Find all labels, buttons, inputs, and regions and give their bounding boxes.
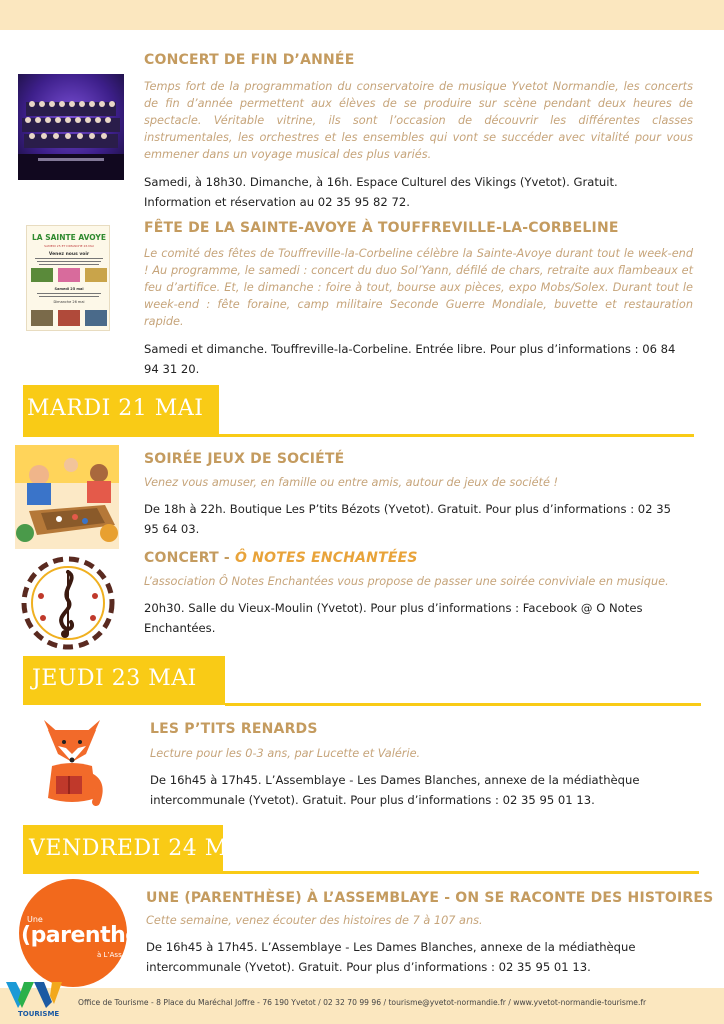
- day-header-label: MARDI 21 MAI: [27, 396, 204, 421]
- footer-contact: Office de Tourisme - 8 Place du Maréchal Joffre - 76 190 Yvetot / 02 32 70 99 96 / tourisme@yvetot-normandie.fr / www.yvetot-normandie-tourisme.fr: [78, 998, 647, 1007]
- event-title-highlight: Ô NOTES ENCHANTÉES: [235, 550, 418, 566]
- day-header-label: JEUDI 23 MAI: [32, 666, 197, 691]
- event-title: UNE (PARENTHÈSE) À L’ASSEMBLAYE - ON SE RACONTE DES HISTOIRES: [146, 890, 714, 906]
- event-title-prefix: CONCERT -: [144, 550, 235, 566]
- poster-footer: Dimanche 26 mai: [53, 300, 85, 304]
- logo-small-bottom: à L’Ass: [97, 951, 122, 959]
- event-info: De 18h à 22h. Boutique Les P’tits Bézots (Yvetot). Gratuit. Pour plus d’informations : 02 35 95 64 03.: [144, 502, 671, 536]
- event-description: Cette semaine, venez écouter des histoires de 7 à 107 ans.: [146, 914, 483, 927]
- poster-tagline: Venez nous voir: [48, 252, 90, 257]
- board-game-illustration: [15, 445, 119, 549]
- event-description: Lecture pour les 0-3 ans, par Lucette et Valérie.: [150, 747, 421, 760]
- day-header-line: [223, 871, 699, 874]
- event-description: L’association Ô Notes Enchantées vous propose de passer une soirée conviviale en musique.: [144, 575, 669, 588]
- event-info: De 16h45 à 17h45. L’Assemblaye - Les Dames Blanches, annexe de la médiathèque intercommunale (Yvetot). Gratuit. Pour plus d’informations : 02 35 95 01 13.: [150, 773, 640, 807]
- event-title: CONCERT DE FIN D’ANNÉE: [144, 52, 355, 68]
- logo-word: (parenthè: [21, 923, 140, 948]
- notes-enchantees-logo: [21, 556, 115, 650]
- poster-date: Samedi 25 mai: [54, 287, 84, 291]
- event-title: [144, 550, 418, 566]
- day-header-label: VENDREDI 24 MAI: [29, 836, 254, 861]
- event-description: Venez vous amuser, en famille ou entre amis, autour de jeux de société !: [144, 476, 559, 489]
- logo-word-text: parenthè: [30, 923, 140, 948]
- event-info: Samedi, à 18h30. Dimanche, à 16h. Espace Culturel des Vikings (Yvetot). Gratuit. Information et réservation au 02 35 95 82 72.: [144, 175, 618, 209]
- day-header-line: [225, 703, 701, 706]
- poster-subtitle: SAMEDI 25 ET DIMANCHE 26 MAI: [44, 244, 94, 248]
- event-info: 20h30. Salle du Vieux-Moulin (Yvetot). Pour plus d’informations : Facebook @ O Notes Enchantées.: [144, 601, 643, 635]
- event-description: Le comité des fêtes de Touffreville-la-Corbeline célèbre la Sainte-Avoye durant tout le week-end ! Au programme, le samedi : concert du duo Sol’Yann, défilé de chars, retraite aux flambeaux et feu d’artifice. Et, le dimanche : foire à tout, bourse aux pièces, expo Mobs/Solex. Durant tout le week-end : fête foraine, camp militaire Seconde Guerre Mondiale, buvette et restauration rapide.: [144, 247, 693, 328]
- event-title: SOIRÉE JEUX DE SOCIÉTÉ: [144, 451, 345, 467]
- logo-small-top: Une: [27, 915, 43, 924]
- top-band: [0, 0, 724, 30]
- concert-choir-photo: [18, 74, 124, 180]
- event-title: LES P’TITS RENARDS: [150, 721, 318, 737]
- sainte-avoye-poster: [26, 225, 110, 331]
- event-info: Samedi et dimanche. Touffreville-la-Corbeline. Entrée libre. Pour plus d’informations : 06 84 94 31 20.: [144, 342, 676, 376]
- event-info: De 16h45 à 17h45. L’Assemblaye - Les Dames Blanches, annexe de la médiathèque intercommunale (Yvetot). Gratuit. Pour plus d’informations : 02 35 95 01 13.: [146, 940, 636, 974]
- day-header-line: [219, 434, 694, 437]
- event-description: Temps fort de la programmation du conservatoire de musique Yvetot Normandie, les concerts de fin d’année permettent aux élèves de se produire sur scène pendant deux heures de spectacle. Véritable vitrine, ils sont l’occasion de découvrir les différentes classes instrumentales, les orchestres et les ensembles qui vont se succéder avec vitalité pour vous emmener dans un voyage musical des plus variés.: [144, 80, 693, 161]
- event-title: FÊTE DE LA SAINTE-AVOYE À TOUFFREVILLE-LA-CORBELINE: [144, 220, 619, 236]
- fox-reading-icon: [38, 716, 106, 806]
- parenthese-logo: [19, 879, 140, 987]
- logo-tourisme-word: TOURISME: [18, 1010, 60, 1018]
- poster-title: LA SAINTE AVOYE: [32, 233, 106, 242]
